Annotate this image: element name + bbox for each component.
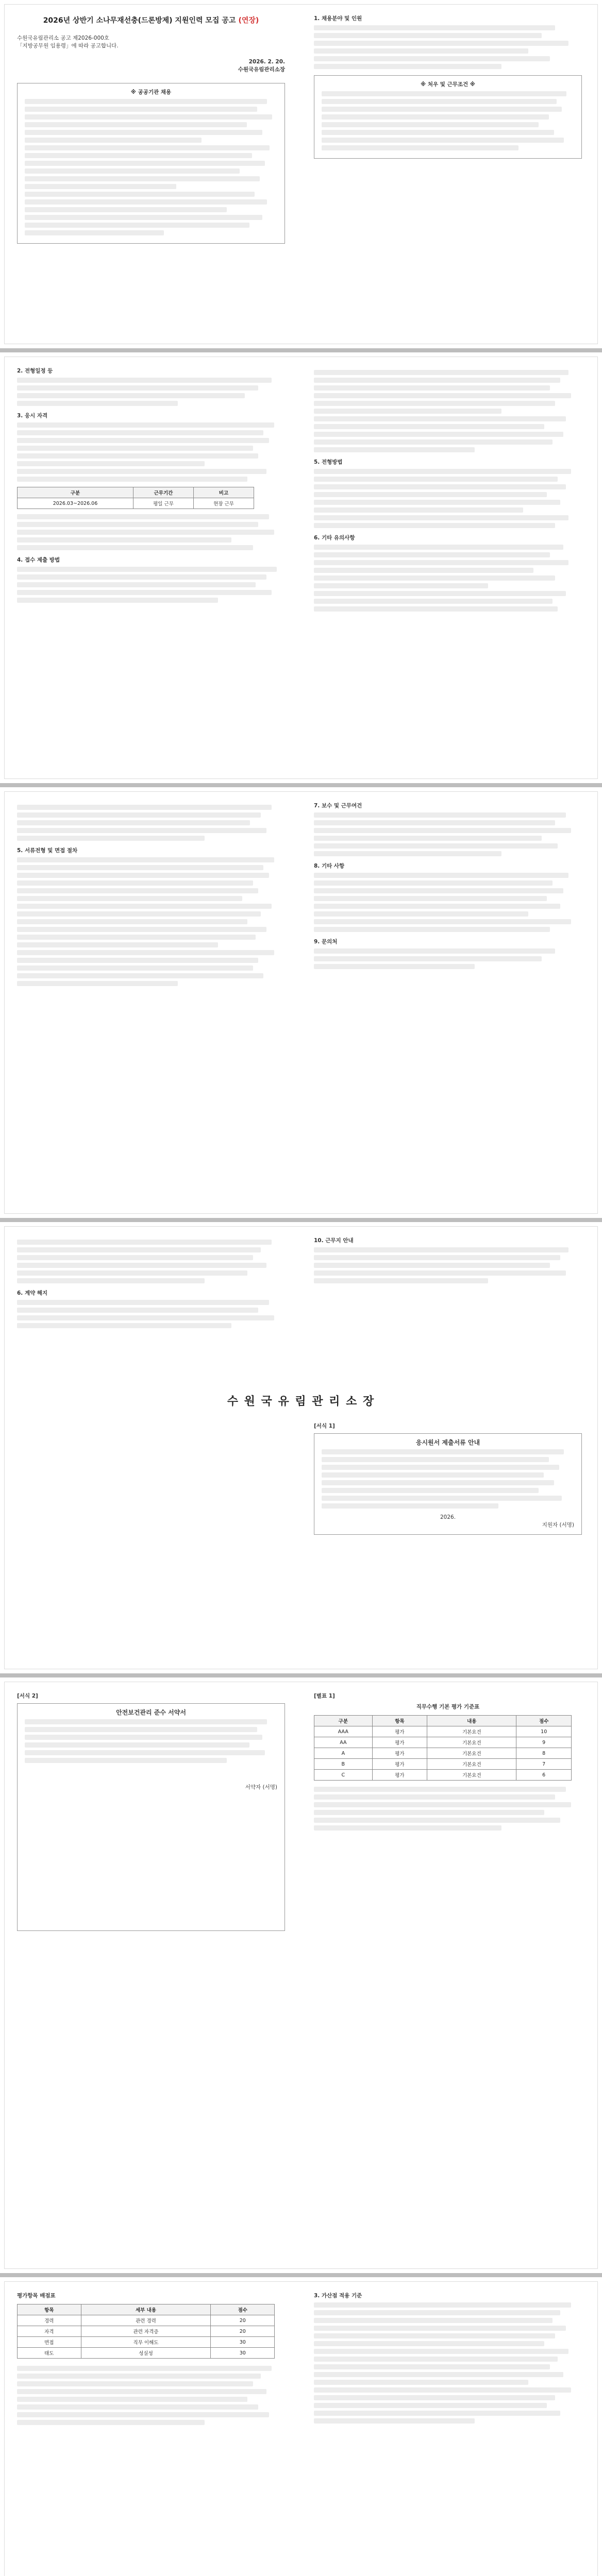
table-cell: 30 [211,2337,275,2348]
document-page-4 [4,1226,598,1669]
page4-left-lines [17,1240,285,1283]
table-header-1: 근무기간 [133,487,193,498]
table-header-0: 구분 [18,487,133,498]
table-header: 내용 [427,1716,516,1726]
contact-text-lines [314,948,582,969]
table-cell: 2026.03~2026.06 [18,498,133,509]
table-header: 세부 내용 [81,2304,211,2315]
annex1-title: 직무수행 기본 평가 기준표 [416,1704,480,1710]
table-cell: 20 [211,2326,275,2337]
score-table-title: 평가항목 배점표 [17,2293,56,2299]
summary-box-title: ※ 공공기관 채용 [130,89,172,95]
section-apply: 4. 접수 제출 방법 [17,557,60,563]
docs-text-lines [17,857,285,986]
evaluation-text-lines [314,469,582,528]
document-page-3 [4,791,598,1214]
table-cell: 10 [516,1726,572,1737]
section-qualification: 3. 응시 자격 [17,413,48,419]
table-cell: 20 [211,2315,275,2326]
document-page-6 [4,2281,598,2576]
form1-sign: 지원자 (서명) [542,1522,574,1528]
summary-text-lines [25,99,277,235]
table-cell: 기본요건 [427,1748,516,1759]
form2-title: 안전보건관리 준수 서약서 [116,1709,186,1716]
section-evaluation: 5. 전형방법 [314,459,343,465]
notice-office: 수원국유림관리소장 [238,66,285,73]
table-header-2: 비고 [193,487,254,498]
form1-lines [322,1449,574,1509]
office-signature: 수 원 국 유 림 관 리 소 장 [227,1395,375,1408]
section-docs: 5. 서류전형 및 면접 절차 [17,848,78,854]
page-separator [0,1218,602,1222]
form1-date: 2026. [440,1514,456,1520]
table-cell: 기본요건 [427,1737,516,1748]
section-etc: 8. 기타 사항 [314,863,345,869]
etc-text-lines [314,873,582,932]
notice-intro: 「지방공무원 임용령」에 따라 공고합니다. [17,43,119,49]
table-cell: 7 [516,1759,572,1770]
notice-text-lines [314,545,582,612]
table-cell: 6 [516,1770,572,1781]
table-cell: A [314,1748,373,1759]
contract-end-lines [17,1300,285,1328]
section-schedule: 2. 전형일정 등 [17,368,53,374]
pay-text-lines [314,812,582,856]
document-page-2 [4,357,598,779]
table-cell: 기본요건 [427,1770,516,1781]
page3-left-lines-top [17,805,285,841]
page-separator [0,1673,602,1677]
schedule-text-lines [17,378,285,406]
notice-title-badge: (연장) [238,16,259,25]
page-separator [0,783,602,787]
criteria-table [314,1715,572,1781]
table-cell: 관련 경력 [81,2315,211,2326]
qualification-text-lines [17,422,285,482]
table-header: 항목 [372,1716,427,1726]
table-cell: 직무 이해도 [81,2337,211,2348]
bonus-section-title: 3. 가산점 적용 기준 [314,2293,362,2299]
right-text-lines [314,370,582,452]
table-cell: 평일 근무 [133,498,193,509]
form2-sign: 서약자 (서명) [245,1784,277,1790]
table-cell: 평가 [372,1726,427,1737]
section-workplace: 10. 근무지 안내 [314,1238,354,1244]
table-cell: 현장 근무 [193,498,254,509]
working-conditions-title: ※ 처우 및 근무조건 ※ [420,81,476,88]
notice-summary-box [17,83,285,244]
table-cell: 경력 [18,2315,81,2326]
section-recruitment: 1. 채용분야 및 인원 [314,15,362,22]
table-cell: 평가 [372,1748,427,1759]
score-note-lines [17,2366,285,2425]
annex1-note-lines [314,1787,582,1831]
conditions-text-lines [322,91,574,150]
table-cell: 기본요건 [427,1726,516,1737]
table-header: 항목 [18,2304,81,2315]
table-cell: 성실성 [81,2348,211,2359]
table-cell: 면접 [18,2337,81,2348]
section-notice: 6. 기타 유의사항 [314,535,355,541]
table-cell: AAA [314,1726,373,1737]
working-conditions-box [314,75,582,159]
form2-lines [25,1719,277,1763]
table-cell: 9 [516,1737,572,1748]
section-contract-end: 6. 계약 해지 [17,1290,48,1296]
table-cell: 8 [516,1748,572,1759]
form1-tag: [서식 1] [314,1423,335,1429]
table-cell: 30 [211,2348,275,2359]
table-cell: AA [314,1737,373,1748]
section-pay: 7. 보수 및 근무여건 [314,803,362,809]
table-cell: 기본요건 [427,1759,516,1770]
document-page-1 [4,4,598,344]
annex1-tag: [별표 1] [314,1693,335,1699]
table-cell: 평가 [372,1770,427,1781]
form1-title: 응시원서 제출서류 안내 [415,1439,480,1446]
form2-tag: [서식 2] [17,1693,38,1699]
table-cell: C [314,1770,373,1781]
apply-text-lines [17,567,285,603]
table-cell: 자격 [18,2326,81,2337]
bonus-text-lines [314,2302,582,2424]
page-separator [0,348,602,352]
document-page-5 [4,1682,598,2269]
table-header: 점수 [516,1716,572,1726]
table-header: 구분 [314,1716,373,1726]
page-separator [0,2273,602,2277]
form2-box [17,1703,285,1931]
notice-date: 2026. 2. 20. [248,59,285,65]
table-cell: 평가 [372,1737,427,1748]
notice-title: 2026년 상반기 소나무재선충(드론방제) 지원인력 모집 공고 [43,16,236,25]
workplace-text-lines [314,1247,582,1283]
section-contact: 9. 문의처 [314,939,338,945]
table-cell: B [314,1759,373,1770]
form1-box [314,1433,582,1535]
table-header: 점수 [211,2304,275,2315]
score-table [17,2304,275,2359]
table-cell: 평가 [372,1759,427,1770]
table-note-lines [17,514,285,550]
schedule-table [17,487,254,509]
table-cell: 관련 자격증 [81,2326,211,2337]
table-cell: 태도 [18,2348,81,2359]
recruitment-text-lines [314,25,582,69]
notice-number: 수원국유림관리소 공고 제2026-000호 [17,35,109,41]
